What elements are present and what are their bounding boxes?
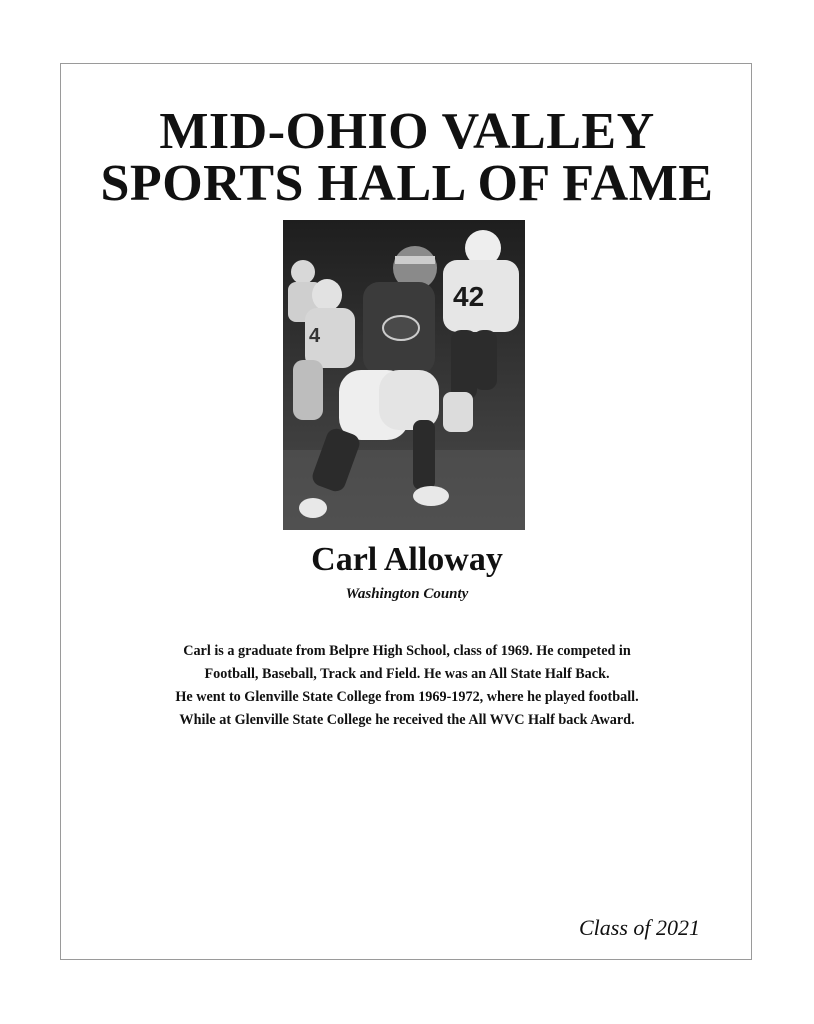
hall-of-fame-title-line-2: SPORTS HALL OF FAME (100, 155, 714, 212)
induction-class: Class of 2021 (578, 915, 700, 940)
bio-line: Carl is a graduate from Belpre High School, class of 1969. He competed in (183, 643, 631, 659)
inductee-photo (283, 220, 525, 530)
inductee-bio (80, 640, 734, 732)
bio-line: Football, Baseball, Track and Field. He was an All State Half Back. (204, 666, 610, 682)
bio-line: While at Glenville State College he received the All WVC Half back Award. (179, 712, 635, 728)
hall-of-fame-title-line-1: MID-OHIO VALLEY (159, 103, 655, 160)
inductee-county: Washington County (345, 586, 469, 602)
football-action-photo (283, 220, 525, 530)
defender-number: 4 (309, 325, 321, 347)
inductee-name: Carl Alloway (311, 541, 503, 578)
jersey-number: 42 (453, 281, 485, 312)
bio-line: He went to Glenville State College from 1969-1972, where he played football. (175, 689, 639, 705)
